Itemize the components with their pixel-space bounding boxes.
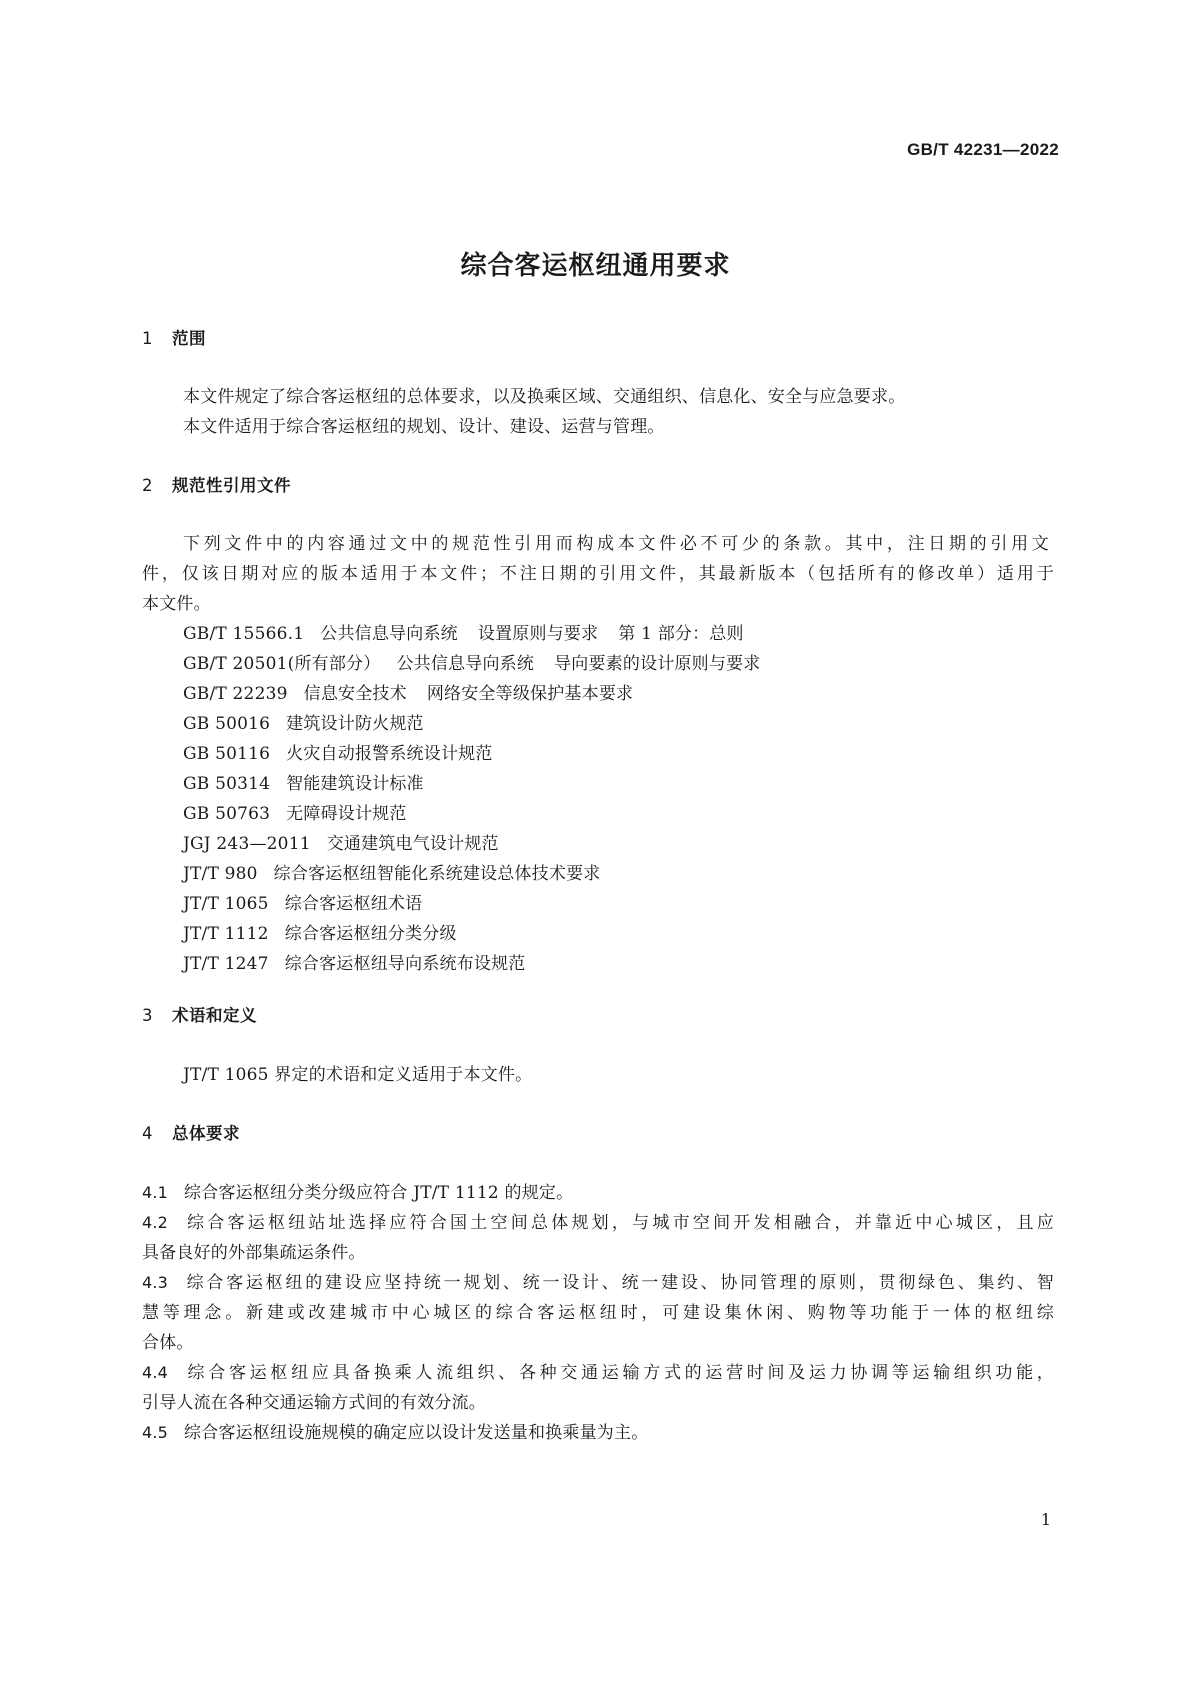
document-title: 综合客运枢纽通用要求 [460, 251, 731, 281]
clause-4-4-continuation: 引导人流在各种交通运输方式间的有效分流。 [142, 1393, 486, 1413]
reference-item [183, 949, 526, 974]
reference-item [183, 709, 424, 734]
page-number: 1 [1040, 1510, 1051, 1529]
clause-4-3-continuation: 合体。 [142, 1333, 194, 1353]
clause-number: 4.5 [142, 1423, 169, 1442]
reference-title-part: 第 1 部分：总则 [618, 624, 744, 644]
reference-code: GB 50763 [183, 804, 271, 824]
clause-4-5 [142, 1418, 648, 1443]
reference-code: JT/T 1065 [183, 894, 269, 914]
reference-title: 综合客运枢纽分类分级 [284, 924, 457, 944]
reference-title: 建筑设计防火规范 [286, 714, 424, 734]
clause-4-2 [142, 1208, 1054, 1233]
reference-title: 交通建筑电气设计规范 [326, 834, 499, 854]
reference-code: GB 50016 [183, 714, 271, 734]
clause-number: 4.2 [142, 1213, 169, 1232]
reference-title: 公共信息导向系统 [396, 654, 535, 674]
reference-code: GB/T 15566.1 [183, 624, 305, 644]
reference-title: 综合客运枢纽智能化系统建设总体技术要求 [273, 864, 601, 884]
section-1-paragraph-1: 本文件规定了综合客运枢纽的总体要求，以及换乘区域、交通组织、信息化、安全与应急要求。 [183, 387, 906, 407]
reference-item [183, 829, 499, 854]
section-title: 总体要求 [172, 1124, 240, 1143]
section-2-intro-line-2: 件，仅该日期对应的版本适用于本文件；不注日期的引用文件，其最新版本（包括所有的修改单）适用于 [142, 564, 1054, 584]
clause-number: 4.4 [142, 1363, 169, 1382]
reference-title: 综合客运枢纽术语 [284, 894, 423, 914]
reference-title: 火灾自动报警系统设计规范 [286, 744, 493, 764]
section-number: 2 [142, 476, 153, 495]
standard-code: GB/T 42231—2022 [907, 140, 1059, 159]
section-number: 4 [142, 1124, 153, 1143]
reference-item [183, 769, 424, 794]
reference-code: JGJ 243—2011 [183, 834, 311, 854]
section-1-paragraph-2: 本文件适用于综合客运枢纽的规划、设计、建设、运营与管理。 [183, 417, 665, 437]
reference-title-part: 设置原则与要求 [477, 624, 599, 644]
reference-code: GB/T 22239 [183, 684, 288, 704]
reference-code: GB 50314 [183, 774, 271, 794]
clause-4-3 [142, 1268, 1054, 1293]
clause-4-4 [142, 1358, 1054, 1383]
reference-item [183, 679, 633, 704]
reference-code: GB/T 20501(所有部分） [183, 654, 381, 674]
reference-item [183, 619, 744, 644]
reference-code: JT/T 1247 [183, 954, 269, 974]
section-number: 1 [142, 329, 153, 348]
section-2-heading [142, 472, 291, 496]
section-title: 术语和定义 [172, 1006, 257, 1025]
section-title: 规范性引用文件 [172, 476, 291, 495]
reference-title: 综合客运枢纽导向系统布设规范 [284, 954, 526, 974]
section-3-heading [142, 1002, 257, 1026]
reference-item [183, 919, 457, 944]
clause-4-1 [142, 1178, 573, 1203]
reference-item [183, 649, 760, 674]
clause-text: 综合客运枢纽的建设应坚持统一规划、统一设计、统一建设、协同管理的原则，贯彻绿色、集约、智 [184, 1273, 1054, 1293]
reference-code: GB 50116 [183, 744, 271, 764]
reference-item [183, 739, 493, 764]
reference-title: 信息安全技术 [303, 684, 407, 704]
clause-4-2-continuation: 具备良好的外部集疏运条件。 [142, 1243, 366, 1263]
reference-title: 智能建筑设计标准 [286, 774, 424, 794]
reference-item [183, 889, 422, 914]
reference-title: 无障碍设计规范 [286, 804, 407, 824]
reference-code: JT/T 1112 [183, 924, 269, 944]
clause-number: 4.1 [142, 1183, 169, 1202]
section-3-paragraph: JT/T 1065 界定的术语和定义适用于本文件。 [183, 1065, 533, 1085]
reference-title: 公共信息导向系统 [320, 624, 458, 644]
reference-item [183, 799, 407, 824]
reference-item [183, 859, 600, 884]
section-1-heading [142, 325, 206, 349]
clause-number: 4.3 [142, 1273, 169, 1292]
section-2-intro-line-3: 本文件。 [142, 594, 211, 614]
clause-text: 综合客运枢纽应具备换乘人流组织、各种交通运输方式的运营时间及运力协调等运输组织功能， [184, 1363, 1054, 1383]
section-title: 范围 [172, 329, 206, 348]
reference-code: JT/T 980 [183, 864, 258, 884]
section-number: 3 [142, 1006, 153, 1025]
section-2-intro-line-1: 下列文件中的内容通过文中的规范性引用而构成本文件必不可少的条款。其中，注日期的引用文 [183, 534, 1049, 554]
clause-text: 综合客运枢纽分类分级应符合 JT/T 1112 的规定。 [184, 1183, 574, 1203]
reference-title-part: 网络安全等级保护基本要求 [426, 684, 634, 704]
clause-text: 综合客运枢纽站址选择应符合国土空间总体规划，与城市空间开发相融合，并靠近中心城区，且应 [184, 1213, 1054, 1233]
section-4-heading [142, 1120, 240, 1144]
clause-4-3-continuation: 慧等理念。新建或改建城市中心城区的综合客运枢纽时，可建设集休闲、购物等功能于一体的枢纽综 [142, 1303, 1054, 1323]
clause-text: 综合客运枢纽设施规模的确定应以设计发送量和换乘量为主。 [184, 1423, 649, 1443]
reference-title-part: 导向要素的设计原则与要求 [554, 654, 761, 674]
